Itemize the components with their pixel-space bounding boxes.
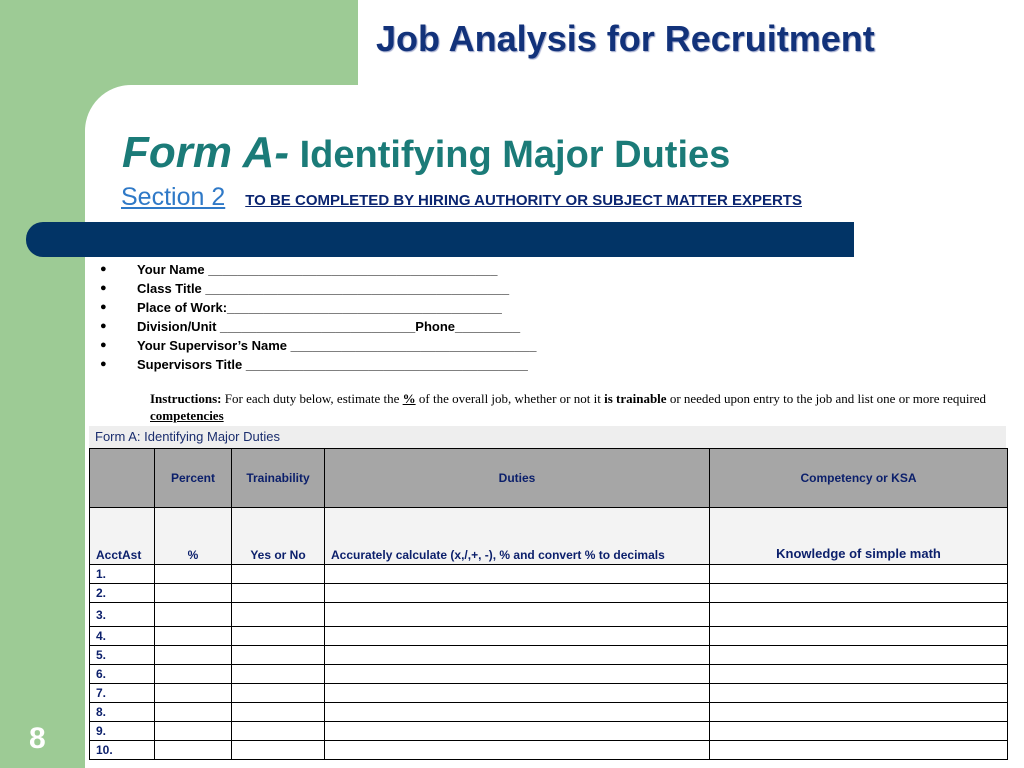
row-number: 9. xyxy=(90,722,155,741)
field-place-of-work[interactable] xyxy=(96,298,536,317)
table-row xyxy=(90,584,1008,603)
table-cell[interactable] xyxy=(710,741,1008,760)
row-number: 10. xyxy=(90,741,155,760)
header-competency: Competency or KSA xyxy=(710,449,1008,508)
table-cell[interactable] xyxy=(710,565,1008,584)
table-cell[interactable] xyxy=(155,603,232,627)
table-row xyxy=(90,722,1008,741)
table-cell[interactable] xyxy=(155,646,232,665)
section-label: Section 2 xyxy=(121,183,226,211)
table-row xyxy=(90,703,1008,722)
field-label: Place of Work:______________________________________ xyxy=(137,300,502,315)
table-cell[interactable] xyxy=(232,646,325,665)
field-list xyxy=(96,260,536,374)
table-cell[interactable] xyxy=(710,665,1008,684)
row-number: 4. xyxy=(90,627,155,646)
table-cell[interactable] xyxy=(325,646,710,665)
field-label: Your Name ________________________________________ xyxy=(137,262,498,277)
instructions-text: or needed upon entry to the job and list one or more required xyxy=(666,391,987,406)
table-cell[interactable] xyxy=(325,703,710,722)
example-cell: Knowledge of simple math xyxy=(710,508,1008,565)
table-caption: Form A: Identifying Major Duties xyxy=(89,426,1006,448)
instructions xyxy=(150,390,1000,424)
instructions-text: of the overall job, whether or not it xyxy=(415,391,605,406)
row-number: 8. xyxy=(90,703,155,722)
row-number: 2. xyxy=(90,584,155,603)
table-cell[interactable] xyxy=(710,722,1008,741)
table-cell[interactable] xyxy=(232,565,325,584)
bullet-icon: ● xyxy=(100,358,107,370)
row-number: 5. xyxy=(90,646,155,665)
header-duties: Duties xyxy=(325,449,710,508)
instructions-label: Instructions: xyxy=(150,391,222,406)
duties-table xyxy=(89,448,1008,760)
trainable-word: is trainable xyxy=(604,391,667,406)
table-cell[interactable] xyxy=(325,584,710,603)
table-cell[interactable] xyxy=(232,584,325,603)
table-cell[interactable] xyxy=(155,627,232,646)
bullet-icon: ● xyxy=(100,263,107,275)
field-division-unit[interactable] xyxy=(96,317,536,336)
table-cell[interactable] xyxy=(155,584,232,603)
table-cell[interactable] xyxy=(710,703,1008,722)
table-row xyxy=(90,646,1008,665)
header-trainability: Trainability xyxy=(232,449,325,508)
example-row xyxy=(90,508,1008,565)
table-cell[interactable] xyxy=(232,741,325,760)
table-cell[interactable] xyxy=(232,703,325,722)
table-row xyxy=(90,684,1008,703)
form-title xyxy=(122,128,730,178)
table-row xyxy=(90,627,1008,646)
field-label: Class Title __________________________________________ xyxy=(137,281,510,296)
table-row xyxy=(90,565,1008,584)
table-cell[interactable] xyxy=(232,722,325,741)
form-title-prefix: Form A- xyxy=(122,128,290,177)
table-cell[interactable] xyxy=(710,646,1008,665)
header-cell xyxy=(90,449,155,508)
table-cell[interactable] xyxy=(710,584,1008,603)
example-cell: % xyxy=(155,508,232,565)
example-cell: Accurately calculate (x,/,+, -), % and convert % to decimals xyxy=(325,508,710,565)
bullet-icon: ● xyxy=(100,320,107,332)
section-heading xyxy=(121,183,802,212)
row-number: 1. xyxy=(90,565,155,584)
example-cell: AcctAst xyxy=(90,508,155,565)
table-cell[interactable] xyxy=(325,741,710,760)
field-your-name[interactable] xyxy=(96,260,536,279)
field-label: Your Supervisor’s Name __________________________________ xyxy=(137,338,537,353)
field-supervisor-name[interactable] xyxy=(96,336,536,355)
field-label: Supervisors Title _______________________________________ xyxy=(137,357,528,372)
table-cell[interactable] xyxy=(155,565,232,584)
row-number: 6. xyxy=(90,665,155,684)
bullet-icon: ● xyxy=(100,282,107,294)
table-cell[interactable] xyxy=(155,684,232,703)
percent-word: % xyxy=(402,391,416,406)
row-number: 7. xyxy=(90,684,155,703)
table-cell[interactable] xyxy=(232,665,325,684)
table-cell[interactable] xyxy=(155,665,232,684)
table-cell[interactable] xyxy=(155,722,232,741)
table-cell[interactable] xyxy=(232,684,325,703)
table-cell[interactable] xyxy=(232,603,325,627)
table-cell[interactable] xyxy=(325,665,710,684)
table-cell[interactable] xyxy=(325,565,710,584)
header-percent: Percent xyxy=(155,449,232,508)
competencies-word: competencies xyxy=(150,408,224,423)
table-cell[interactable] xyxy=(325,627,710,646)
table-cell[interactable] xyxy=(325,603,710,627)
form-title-text: Identifying Major Duties xyxy=(289,134,731,176)
table-cell[interactable] xyxy=(710,603,1008,627)
table-row xyxy=(90,741,1008,760)
instructions-text: For each duty below, estimate the xyxy=(221,391,403,406)
bullet-icon: ● xyxy=(100,301,107,313)
field-class-title[interactable] xyxy=(96,279,536,298)
slide-number: 8 xyxy=(29,722,46,755)
field-supervisor-title[interactable] xyxy=(96,355,536,374)
example-cell: Yes or No xyxy=(232,508,325,565)
table-row xyxy=(90,603,1008,627)
table-cell[interactable] xyxy=(155,741,232,760)
table-cell[interactable] xyxy=(232,627,325,646)
table-cell[interactable] xyxy=(155,703,232,722)
section-note: TO BE COMPLETED BY HIRING AUTHORITY OR SUBJECT MATTER EXPERTS xyxy=(245,192,802,209)
field-label: Division/Unit ___________________________Phone_________ xyxy=(137,319,521,334)
table-row xyxy=(90,665,1008,684)
row-number: 3. xyxy=(90,603,155,627)
table-cell[interactable] xyxy=(710,684,1008,703)
table-cell[interactable] xyxy=(325,684,710,703)
table-header-row xyxy=(90,449,1008,508)
slide-title: Job Analysis for Recruitment xyxy=(376,18,875,59)
table-cell[interactable] xyxy=(710,627,1008,646)
divider-bar xyxy=(26,222,854,257)
table-cell[interactable] xyxy=(325,722,710,741)
bullet-icon: ● xyxy=(100,339,107,351)
